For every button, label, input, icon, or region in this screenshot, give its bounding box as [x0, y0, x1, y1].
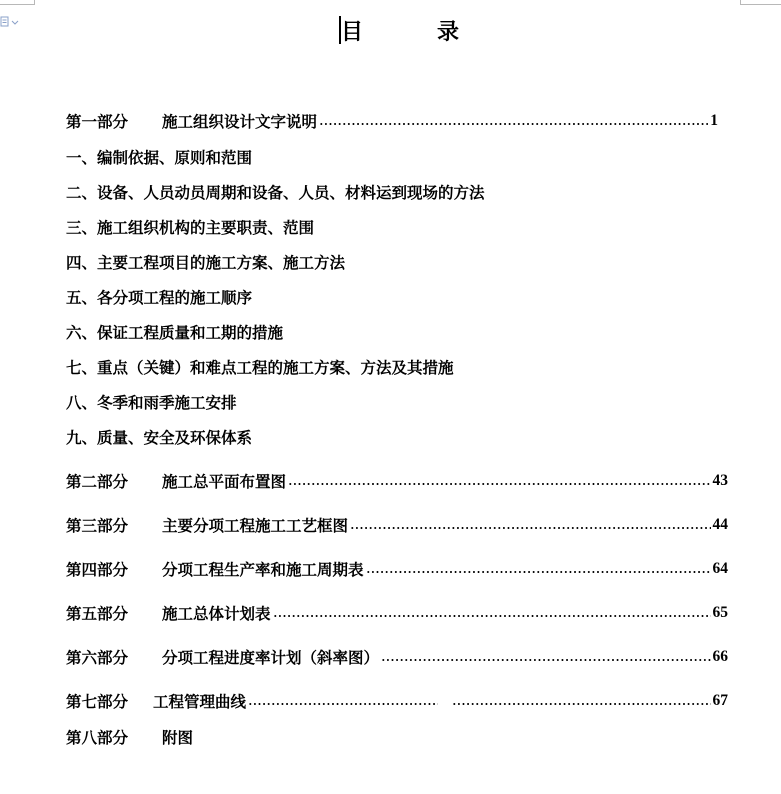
page-title-char-2: 录	[437, 18, 460, 45]
toc-leader-dots	[248, 703, 710, 705]
crop-mark-top-left-horizontal	[0, 4, 34, 5]
toc-part-label: 第二部分	[66, 472, 129, 491]
toc-entry-section-3[interactable]	[66, 216, 728, 238]
toc-page-number: 65	[712, 604, 728, 621]
toc-title: 九、质量、安全及环保体系	[66, 428, 253, 447]
crop-mark-top-right-vertical	[740, 0, 741, 5]
toc-title: 一、编制依据、原则和范围	[66, 148, 253, 167]
toc-entry-part-1[interactable]	[66, 110, 718, 132]
toc-leader-dots	[350, 527, 710, 529]
toc-page-number: 43	[712, 472, 728, 489]
page-title	[341, 14, 459, 46]
toc-part-label: 第六部分	[66, 648, 129, 667]
toc-title: 八、冬季和雨季施工安排	[66, 393, 237, 412]
toc-leader-dots	[381, 659, 710, 661]
toc-page-number: 66	[712, 648, 728, 665]
toc-title: 七、重点（关键）和难点工程的施工方案、方法及其措施	[66, 358, 454, 377]
toc-title: 附图	[162, 728, 194, 747]
toc-title: 施工总平面布置图	[162, 472, 287, 491]
toc-entry-part-6[interactable]	[66, 646, 728, 668]
toc-leader-dots	[273, 615, 711, 617]
toc-title: 主要分项工程施工工艺框图	[162, 516, 349, 535]
toc-title: 分项工程进度率计划（斜率图）	[162, 648, 380, 667]
toc-entry-part-2[interactable]	[66, 470, 728, 492]
toc-page-number: 1	[710, 112, 718, 129]
toc-title: 三、施工组织机构的主要职责、范围	[66, 218, 315, 237]
toc-title: 施工组织设计文字说明	[162, 112, 318, 131]
toc-page-number: 67	[712, 692, 728, 709]
crop-mark-top-right-horizontal	[740, 4, 781, 5]
toc-title: 施工总体计划表	[162, 604, 271, 623]
toc-part-label: 第七部分	[66, 692, 129, 711]
toc-leader-dots	[319, 123, 708, 125]
toc-title: 分项工程生产率和施工周期表	[162, 560, 364, 579]
toc-entry-part-4[interactable]	[66, 558, 728, 580]
toc-leader-dots	[288, 483, 710, 485]
toc-entry-section-4[interactable]	[66, 251, 728, 273]
toc-title: 六、保证工程质量和工期的措施	[66, 323, 284, 342]
toc-title: 五、各分项工程的施工顺序	[66, 288, 253, 307]
toc-page-number: 44	[712, 516, 728, 533]
toc-part-label: 第五部分	[66, 604, 129, 623]
toc-part-label: 第一部分	[66, 112, 129, 131]
toc-part-label: 第四部分	[66, 560, 129, 579]
toc-title: 二、设备、人员动员周期和设备、人员、材料运到现场的方法	[66, 183, 485, 202]
toc-entry-part-8[interactable]	[66, 726, 728, 748]
page-title-char-1: 目	[341, 18, 364, 45]
toc-entry-section-1[interactable]	[66, 146, 728, 168]
crop-mark-top-left-vertical	[34, 0, 35, 5]
toc-entry-part-5[interactable]	[66, 602, 728, 624]
toc-entry-section-9[interactable]	[66, 426, 728, 448]
toc-entry-section-7[interactable]	[66, 356, 728, 378]
toc-part-label: 第三部分	[66, 516, 129, 535]
toc-page-number: 64	[712, 560, 728, 577]
toc-entry-part-7[interactable]	[66, 690, 728, 712]
paragraph-anchor-icon[interactable]	[0, 14, 20, 28]
toc-entry-section-2[interactable]	[66, 181, 728, 203]
toc-entry-section-5[interactable]	[66, 286, 728, 308]
toc-entry-section-6[interactable]	[66, 321, 728, 343]
toc-title: 四、主要工程项目的施工方案、施工方法	[66, 253, 346, 272]
toc-leader-dots	[366, 571, 711, 573]
toc-title: 工程管理曲线	[153, 692, 247, 711]
toc-entry-part-3[interactable]	[66, 514, 728, 536]
toc-part-label: 第八部分	[66, 728, 129, 747]
toc-entry-section-8[interactable]	[66, 391, 728, 413]
